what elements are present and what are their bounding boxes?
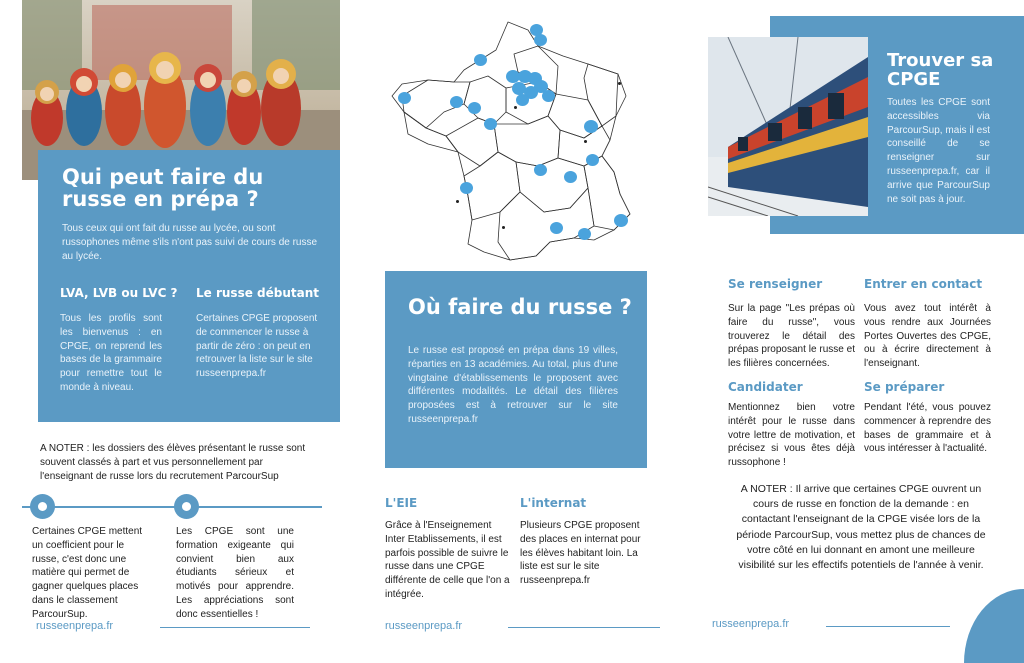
footer-rule-2	[508, 627, 660, 628]
panel3-note: A NOTER : Il arrive que certaines CPGE ouvrent un cours de russe en fonction de la demande : en contactant l'enseignant de la CPGE visée lors de la période ParcourSup, vous mettez plus de chances de votre côté en lui donnant en amont une meilleure visibilité sur les effectifs potentiels de l'année à venir.	[736, 483, 986, 572]
footer-link-1[interactable]: russeenprepa.fr	[36, 620, 114, 632]
france-map-icon	[388, 16, 638, 264]
internat-text: Plusieurs CPGE proposent des places en internat pour les élèves habitant loin. La liste est sur le site russeenprepa.fr	[520, 520, 641, 587]
contact-heading: Entrer en contact	[864, 277, 983, 291]
preparer-text: Pendant l'été, vous pouvez commencer à reprendre des bases de grammaire et à vous intéresser à l'actualité.	[864, 402, 991, 455]
preparer-heading: Se préparer	[864, 380, 945, 394]
panel3-title: Trouver sa CPGE	[887, 50, 994, 90]
bullet-line	[22, 506, 322, 508]
candidater-text: Mentionnez bien votre intérêt pour le russe dans votre lettre de motivation, et précisez si vous êtes déjà russophone !	[728, 402, 855, 469]
corner-quarter-circle	[964, 589, 1024, 663]
lv-text: Tous les profils sont les bienvenus : en CPGE, on reprend les bases de la grammaire pour remettre tout le monde à niveau.	[60, 313, 162, 393]
contact-text: Vous avez tout intérêt à vous rendre aux Journées Portes Ouvertes des CPGE, ou à écrire directement à l'enseignant.	[864, 303, 991, 370]
panel1-intro: Tous ceux qui ont fait du russe au lycée, ou sont russophones même s'ils n'ont pas suivi de cours de russe au lycée.	[62, 223, 318, 262]
footer-rule-1	[160, 627, 310, 628]
panel1-title: Qui peut faire du russe en prépa ?	[62, 165, 264, 212]
renseigner-text: Sur la page "Les prépas où faire du russe", vous trouverez le détail des prépas proposant le russe et les filières concernées.	[728, 303, 855, 370]
footer-rule-3	[826, 626, 950, 627]
beginner-text: Certaines CPGE proposent de commencer le russe à partir de zéro : on peut en retrouver la liste sur le site russeenprepa.fr	[196, 313, 318, 380]
footer-link-3[interactable]: russeenprepa.fr	[712, 618, 790, 630]
panel2-title: Où faire du russe ?	[408, 295, 632, 319]
beginner-heading: Le russe débutant	[196, 286, 319, 300]
lv-heading: LVA, LVB ou LVC ?	[60, 286, 178, 300]
eie-text: Grâce à l'Enseignement Inter Etablissements, il est parfois possible de suivre le russe dans une CPGE différente de celle que l'on a intégrée.	[385, 520, 510, 600]
renseigner-heading: Se renseigner	[728, 277, 823, 291]
eie-heading: L'EIE	[385, 496, 418, 510]
panel1-note: A NOTER : les dossiers des élèves présentant le russe sont souvent classés à part et vus personnellement par l'enseignant de russe lors du recrutement ParcourSup	[40, 443, 306, 482]
panel2-text: Le russe est proposé en prépa dans 19 villes, réparties en 13 académies. Au total, plus d'une vingtaine d'établissements le proposent avec différentes modalités. Le détail des filières proposées est à retrouver sur le site russeenprepa.fr	[408, 345, 618, 425]
bullet-circle-1	[30, 494, 55, 519]
footer-link-2[interactable]: russeenprepa.fr	[385, 620, 463, 632]
point-demanding: Les CPGE sont une formation exigeante qui convient bien aux étudiants sérieux et motivés pour apprendre. Les appréciations sont donc essentielles !	[176, 526, 294, 620]
bullet-circle-2	[174, 494, 199, 519]
panel3-intro: Toutes les CPGE sont accessibles via ParcourSup, mais il est conseillé de se renseigner sur russeenprepa.fr, car il arrive que ParcourSup ne soit pas à jour.	[887, 97, 990, 205]
internat-heading: L'internat	[520, 496, 587, 510]
point-coefficient: Certaines CPGE mettent un coefficient pour le russe, c'est donc une matière qui permet de gagner quelques places dans le classement ParcourSup.	[32, 526, 143, 620]
train-photo	[708, 37, 868, 216]
candidater-heading: Candidater	[728, 380, 803, 394]
